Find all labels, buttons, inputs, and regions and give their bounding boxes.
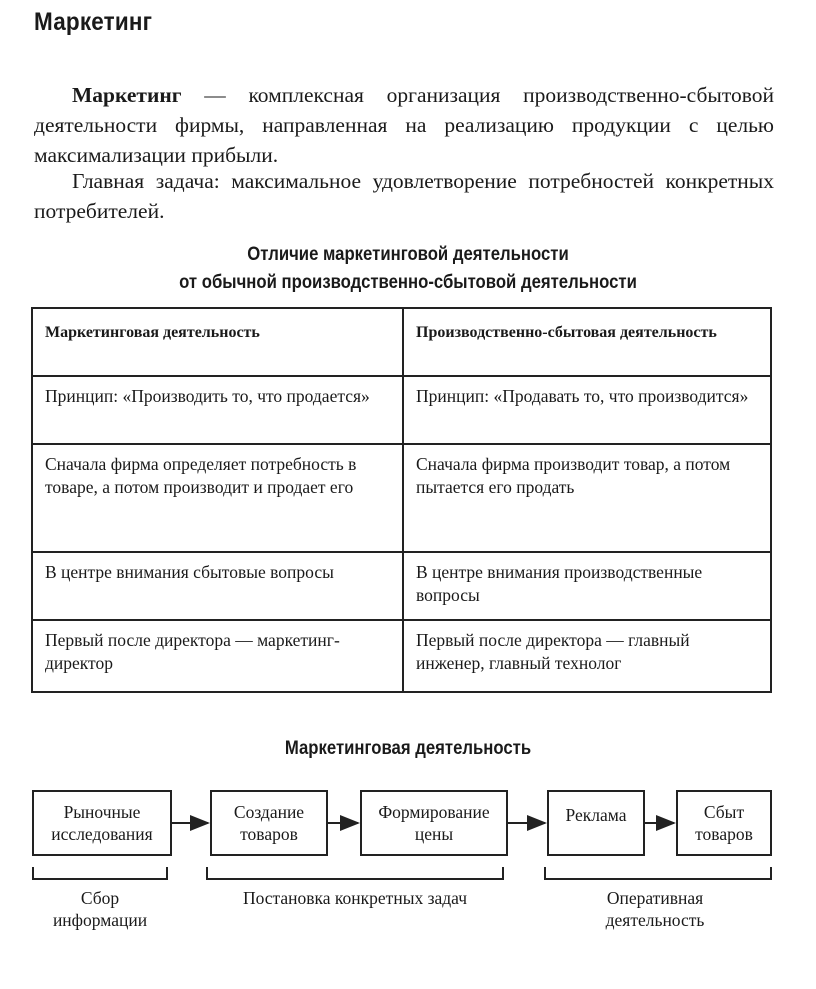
bracket-operative	[545, 867, 771, 879]
table-cell: Принцип: «Продавать то, что производится»	[403, 376, 771, 444]
box-product-creation: Создание товаров	[210, 790, 328, 856]
table-caption	[0, 241, 816, 297]
definition-paragraph	[34, 80, 774, 170]
table-row	[32, 552, 771, 620]
definition-term: Маркетинг	[72, 83, 182, 107]
table-caption-line1: Отличие маркетинговой деятельности	[247, 244, 569, 265]
flow-caption-text: Маркетинговая деятельность	[284, 738, 532, 759]
group-label-tasks: Постановка конкретных задач	[242, 888, 468, 908]
bracket-tasks	[207, 867, 503, 879]
comparison-table	[31, 307, 772, 693]
table-row	[32, 376, 771, 444]
table-cell: Первый после директора — главный инженер, главный технолог	[403, 620, 771, 692]
flow-caption	[0, 735, 816, 763]
box-pricing: Формирование цены	[360, 790, 508, 856]
group-label-operative: Оперативная деятельность	[605, 888, 705, 930]
box-market-research: Рыночные исследования	[32, 790, 172, 856]
flow-diagram	[0, 760, 816, 989]
table-cell: Сначала фирма производит товар, а потом пытается его продать	[403, 444, 771, 552]
table-row	[32, 620, 771, 692]
definition-text: — комплексная организация производственно-сбытовой деятельности фирмы, направленная на реализацию продукции с целью максимализации прибыли.	[34, 83, 774, 167]
header-marketing: Маркетинговая деятельность	[32, 308, 403, 376]
box-advertising: Реклама	[547, 790, 645, 856]
table-cell: Принцип: «Производить то, что продается»	[32, 376, 403, 444]
box-sales: Сбыт товаров	[676, 790, 772, 856]
header-production: Производственно-сбытовая деятельность	[403, 308, 771, 376]
table-row	[32, 444, 771, 552]
bracket-info	[33, 867, 167, 879]
table-cell: В центре внимания сбытовые вопросы	[32, 552, 403, 620]
table-caption-line2: от обычной производственно-сбытовой деятельности	[179, 272, 637, 293]
table-cell: Сначала фирма определяет потребность в товаре, а потом производит и продает его	[32, 444, 403, 552]
table-header-row	[32, 308, 771, 376]
group-label-info: Сбор информации	[52, 888, 148, 930]
table-cell: В центре внимания производственные вопросы	[403, 552, 771, 620]
main-task-paragraph: Главная задача: максимальное удовлетворение потребностей конкретных потребителей.	[34, 169, 774, 223]
table-cell: Первый после директора — маркетинг-директор	[32, 620, 403, 692]
page-title: Маркетинг	[34, 8, 153, 36]
